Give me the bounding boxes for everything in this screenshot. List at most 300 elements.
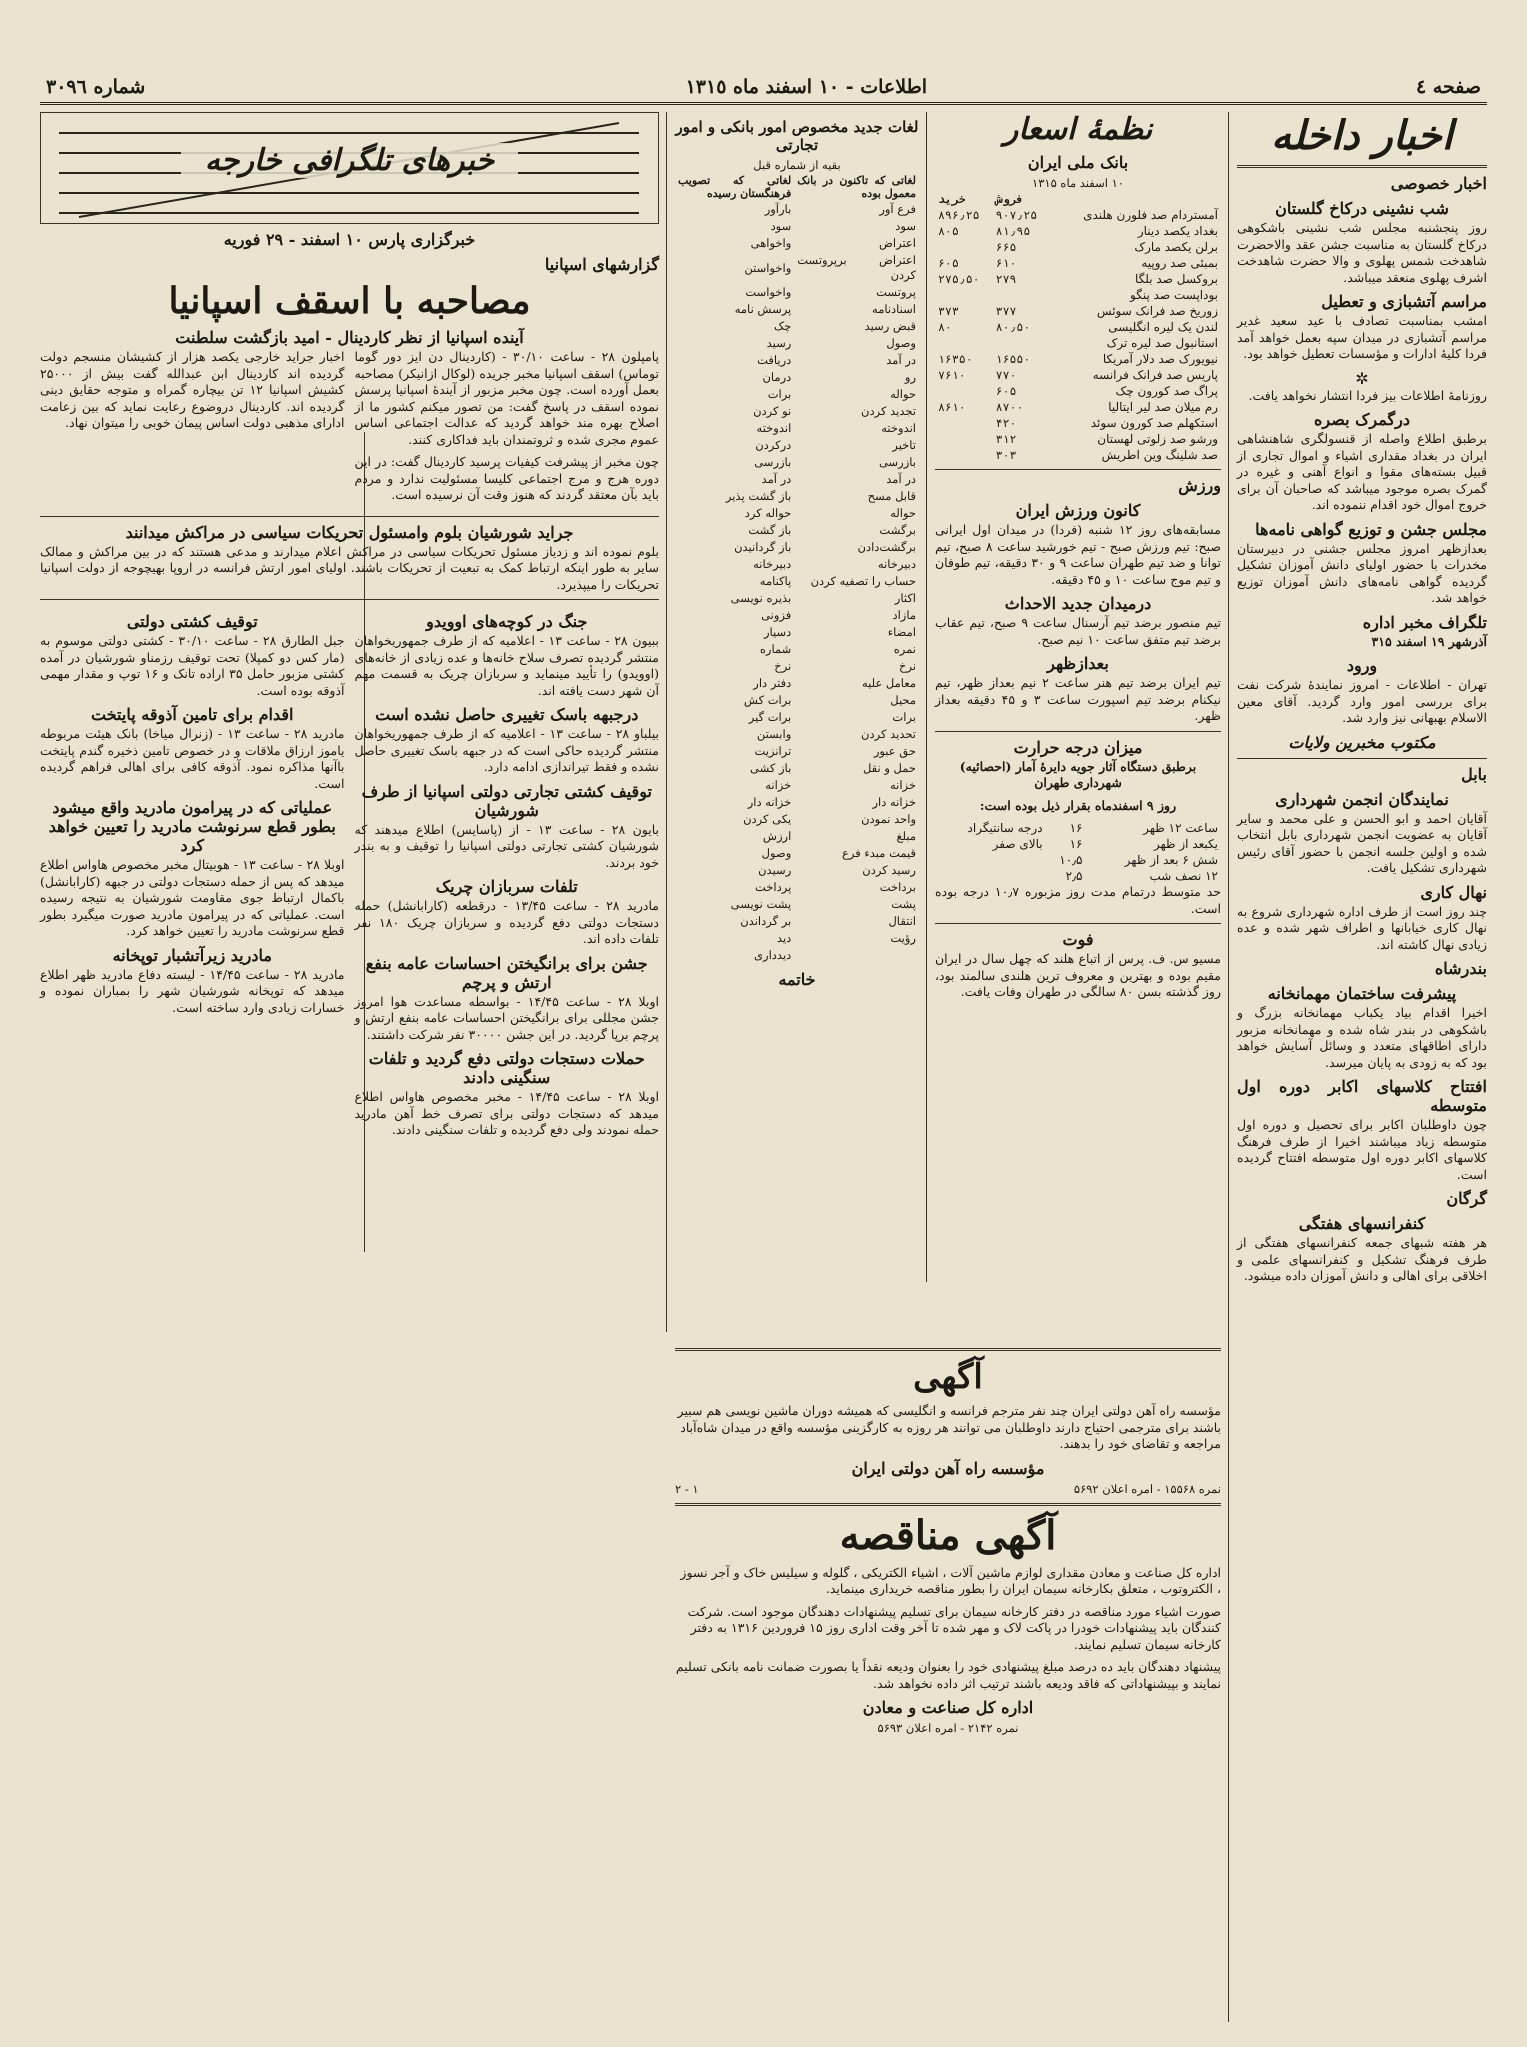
headline: اقدام برای تامین آذوقه پایتخت xyxy=(91,705,294,724)
rate-buy xyxy=(935,431,993,447)
rate-sell: ۳۱۲ xyxy=(995,432,1017,446)
headline: درمیدان جدید الاحداث xyxy=(1004,594,1152,613)
article-body: پامپلون ۲۸ - ساعت ۳۰/۱۰ - (کاردینال دن ایز دور گوما توماس) اسقف اسپانیا مخبر جریده (لوکال ازانیکر) مصاحبه بعمل آورده است. چون مخبر مزبور از آیندهٔ اسپانیا پرسش نموده اسقف در پاسخ گفت: من تصور میکنم کشور ما از اصلاح بهره مند خواهد گردید که عدالت اجتماعی اساس عموم مجری شده و ثروتمندان باید فداکاری کنند. xyxy=(354,349,659,447)
table-row xyxy=(675,675,919,692)
domestic-news-column xyxy=(1237,112,1487,1291)
new-term: درمان xyxy=(762,370,792,384)
table-row xyxy=(935,223,1221,239)
headline: گزارشهای اسپانیا xyxy=(544,255,659,274)
new-term: سود xyxy=(770,219,792,233)
old-term: حق عبور xyxy=(873,744,916,758)
new-term: دریافت xyxy=(757,353,792,367)
table-row xyxy=(675,352,919,369)
headline: اخبار خصوصی xyxy=(1390,174,1487,193)
headline: توقیف کشتی تجارتی دولتی اسپانیا از طرف شورشیان xyxy=(361,781,652,820)
ad-signature: اداره کل صناعت و معادن xyxy=(862,1698,1034,1717)
article-body: مسیو س. ف. پرس از اتباع هلند که چهل سال در ایران مقیم بوده و بهترین و معروف ترین هلندی سالمند بود، روز گذشته بسن ۸۰ سالگی در طهران وفات یافت. xyxy=(935,951,1221,999)
old-term: رسید کردن xyxy=(862,863,916,877)
rate-sell: ۸۱٫۹۵ xyxy=(995,224,1031,238)
issue-number: شماره ٣٠٩٦ xyxy=(46,76,146,98)
table-row xyxy=(935,431,1221,447)
table-row xyxy=(675,862,919,879)
table-row xyxy=(935,271,1221,287)
table-row xyxy=(675,522,919,539)
rate-buy xyxy=(935,287,993,303)
rate-sell: ۶۱۰ xyxy=(995,256,1017,270)
article-body: بلوم نموده اند و زدیاز مسئول تحریکات سیاسی در مراکش اعلام میدارند و مدعی هستند که در بین مراکش و ممالک سایر به طور اینکه ارتباط کمک به تبعیت از تحریکات باشند. اولیای امور ارتش فرانسه در اروپا بهیچوجه از دولت اسپانیا تحریکات را میپذیرد. xyxy=(40,543,659,592)
old-term: قبض رسید xyxy=(864,319,916,333)
new-term: بذیره نویسی xyxy=(730,591,792,605)
headline: گرگان xyxy=(1446,1189,1487,1208)
article-body: اوبلا ۲۸ - ساعت ۱۴/۴۵ - مخبر مخصوص هاواس اطلاع میدهد که دستجات دولتی برای تصرف خط آهن مادرید حمله نمودند ولی دفع گردیده و تلفات سنگینی دادند. xyxy=(354,1089,659,1137)
article-body: اخبار جراید خارجی یکصد هزار از کشیشان منسجم دولت گردیده اند کاردینال ابن عبدالله گفت بیش از ۲۵۰۰۰ کشیش اسپانیا ۱۲ تن بیچاره گمراه و متوجه حقایق دینی گردیده اند. کاردینال دروضوع رعایت نماید که بین زعامت ادارای مذهبی دولت اساس پیمان خوبی را میتوان نهاد. xyxy=(40,349,345,430)
old-term: بازرسی xyxy=(878,455,916,469)
table-row xyxy=(675,437,919,454)
new-term: رسیدن xyxy=(758,863,792,877)
headline: جشن برای برانگیختن احساسات عامه بنفع ارتش و پرچم xyxy=(365,953,648,992)
section-title: اخبار داخله xyxy=(1271,112,1453,159)
old-term: اعتراض برپروتست کردن xyxy=(797,253,916,282)
ad-body: صورت اشیاء مورد مناقصه در دفتر کارخانه سیمان برای تسلیم پیشنهادات دهندگان موجود است. شرکت کنندگان باید پیشنهادات خودرا در پاکت لاک و مهر شده تا آخر وقت اداری روز ۱۵ فروردین ۱۳۱۶ به دفتر کارخانه سیمان تسلیم نمایند. xyxy=(687,1603,1221,1652)
headline: درجبهه باسک تغییری حاصل نشده است xyxy=(375,705,639,724)
old-term: محیل xyxy=(890,693,916,707)
old-term: اکثار xyxy=(894,591,916,605)
column-rule xyxy=(926,112,927,1282)
table-row xyxy=(675,760,919,777)
article-body: اخیرا اقدام بیاد یکباب مهمانخانه بزرگ و باشکوهی در بندر شاه شده و مهمانخانه مزبور دارای اطاقهای متعدد و وسائل آسایش خواهد بود که به زودی به پایان میرسد. xyxy=(1237,1005,1487,1070)
rate-name: زوریخ صد فرانک سوئس xyxy=(1096,304,1218,318)
headline: مراسم آتشبازی و تعطیل xyxy=(1321,292,1487,311)
new-term: بر گرداندن xyxy=(740,914,792,928)
new-term: در آمد xyxy=(761,472,792,486)
rate-buy xyxy=(935,383,993,399)
sell-header: فروش xyxy=(995,192,1024,206)
article-body: روز پنجشنبه مجلس شب نشینی باشکوهی درکاخ گلستان به مناسبت جشن عقد والاحضرت شاهدخت شمس پهلوی و والا حضرت شاهدخت اشرف پهلوی منعقد میباشد. xyxy=(1237,220,1487,285)
old-term: فرع آور xyxy=(879,202,916,216)
temp-cell: شش ۶ بعد از ظهر xyxy=(1124,853,1218,867)
rate-sell xyxy=(993,335,1051,351)
rate-sell: ۶۰۵ xyxy=(995,384,1017,398)
column-header: لغاتی که تاکنون در بانک معمول بوده xyxy=(797,174,916,200)
rates-title: نظمهٔ اسعار xyxy=(1003,112,1153,147)
table-row xyxy=(675,709,919,726)
rate-buy xyxy=(935,239,993,255)
old-term: پروتست xyxy=(876,285,916,299)
headline: درگمرک بصره xyxy=(1314,410,1410,429)
rate-name: صد شلینگ وین اطریش xyxy=(1101,448,1218,462)
article-body: تهران - اطلاعات - امروز نمایندهٔ شرکت نفت برای بررسی امور وارد گردید. آقای معین الاسلام بهبهانی نیز وارد شد. xyxy=(1237,677,1487,725)
headline: مکتوب مخبرین ولایات xyxy=(1288,732,1436,752)
rate-name: پراگ صد کورون چک xyxy=(1115,384,1218,398)
rate-sell: ۱۶۵۵۰ xyxy=(995,352,1031,366)
temp-cell: ۱۶ xyxy=(1069,837,1083,851)
new-term: حواله کرد xyxy=(744,506,792,520)
new-term: دبیرخانه xyxy=(753,557,792,571)
new-term: وصول xyxy=(761,846,792,860)
new-term: باز گردانیدن xyxy=(734,540,792,554)
new-term: برات کش xyxy=(743,693,792,707)
headline: لغات جدید مخصوص امور بانکی و امور تجارتی xyxy=(675,118,919,154)
rate-buy xyxy=(935,447,993,463)
table-row xyxy=(935,239,1221,255)
new-term: بارآور xyxy=(764,202,792,216)
temp-cell: یکبعد از ظهر xyxy=(1153,837,1218,851)
article-body: اوبلا ۲۸ - ساعت ۱۳ - هوبیتال مخبر مخصوص هاواس اطلاع میدهد که پس از حمله دستجات دولتی در جبهه (کارابانشل) باکمال ارتباط جوی مقاومت شورشیان به نتیجه رسیده است. عملیاتی که در پیرامون مادرید صورت میگیرد بطور قطع سرنوشت مادرید را تعیین خواهد کرد. xyxy=(40,857,345,938)
article-body: مادرید ۲۸ - ساعت ۱۳/۴۵ - درقطعه (کارابانشل) حمله دستجات دولتی دفع گردیده و سربازان چریک ۱۸۰ نفر تلفات داده اند. xyxy=(354,898,659,946)
newspaper-page xyxy=(40,72,1487,2032)
table-row xyxy=(675,624,919,641)
rate-sell: ۸۰٫۵۰ xyxy=(995,320,1031,334)
new-term: باز کشی xyxy=(750,761,792,775)
rate-buy: ۷۶۱۰ xyxy=(938,368,966,382)
old-term: تاخیر xyxy=(892,438,916,452)
table-row xyxy=(675,794,919,811)
rate-name: نیویورک صد دلار آمریکا xyxy=(1102,352,1218,366)
table-row xyxy=(675,879,919,896)
headline: نمایندگان انجمن شهرداری xyxy=(1275,789,1449,809)
table-header xyxy=(935,191,1221,207)
new-term: ترانزیت xyxy=(754,744,792,758)
new-term: وابستن xyxy=(756,727,792,741)
rate-buy: ۸۶۱۰ xyxy=(938,400,966,414)
new-term: درکردن xyxy=(755,438,792,452)
ad-number: ۱ - ۲ xyxy=(675,1481,699,1496)
old-term: در آمد xyxy=(886,353,916,367)
table-row xyxy=(675,471,919,488)
column-rule xyxy=(1228,112,1229,2022)
table-row xyxy=(935,303,1221,319)
old-term: خزانه xyxy=(889,778,916,792)
table-row xyxy=(935,335,1221,351)
masthead-title: اطلاعات - ١٠ اسفند ماه ١٣١٥ xyxy=(685,76,927,98)
article-body: آقایان احمد و ابو الحسن و علی محمد و سایر آقایان به عضویت انجمن شهرداری بابل انتخاب شده و اولین جلسه انجمن با حضور آقای رئیس شهرداری تشکیل یافت. xyxy=(1237,810,1487,875)
rate-buy: ۱۶۳۵۰ xyxy=(938,352,973,366)
rate-sell: ۸۷۰۰ xyxy=(995,400,1024,414)
headline: جراید شورشیان بلوم وامسئول تحریکات سیاسی در مراکش میدانند xyxy=(125,522,574,542)
new-term: اندوخته xyxy=(756,421,792,435)
table-row xyxy=(675,777,919,794)
table-row xyxy=(675,218,919,235)
article-body: اوبلا ۲۸ - ساعت ۱۴/۴۵ - بواسطه مساعدت هوا امروز جشن مجللی برای برانگیختن احساسات عامه بنفع ارتش و پرچم برپا گردید. در این جشن ۳۰۰۰۰ نفر شرکت داشتند. xyxy=(354,993,659,1042)
new-term: شماره xyxy=(759,642,792,656)
rate-buy: ۸۰ xyxy=(938,320,952,334)
headline: بابل xyxy=(1461,764,1487,784)
new-term: یکی کردن xyxy=(743,812,792,826)
article-body: جبل الطارق ۲۸ - ساعت ۳۰/۱۰ - کشتی دولتی موسوم به (مار کس دو کمپلا) تحت توقیف رزمناو شورشیان در آمده کشتی مزبور حامل ۳۵ اراده تانک و ۱۶ توپ و مقدار مهمی آذوقه بوده است. xyxy=(40,633,345,698)
article-body: مادرید ۲۸ - ساعت ۱۳ - (زنرال میاخا) بانک هیئت مربوطه یاموز ارزاق ملاقات و در خصوص تامین ذخیره گندم پایتخت باآنها مذاکره نمود. آذوقه کافی برای اهالی فراهم گردیده است. xyxy=(40,726,345,791)
article-body: مادرید ۲۸ - ساعت ۱۴/۴۵ - لیسته دفاع مادرید ظهر اطلاع میدهد که توپخانه شورشیان شهر را بمباران نموده و خسارات زیادی وارد ساخته است. xyxy=(40,966,345,1015)
headline: فوت xyxy=(1062,930,1094,949)
ad-reference: نمره ۲۱۴۲ - امره اعلان ۵۶۹۳ xyxy=(877,1721,1019,1735)
new-term: واخواستن xyxy=(744,260,792,275)
table-row xyxy=(935,447,1221,463)
ad-signature: مؤسسه راه آهن دولتی ایران xyxy=(851,1458,1045,1478)
headline: شب نشینی درکاخ گلستان xyxy=(1275,199,1449,218)
new-term: پاکنامه xyxy=(759,574,792,588)
table-row xyxy=(675,301,919,318)
new-term: پرداخت xyxy=(755,880,792,894)
agency-line: خبرگزاری پارس ۱۰ اسفند - ۲۹ فوریه xyxy=(223,230,476,249)
table-row xyxy=(675,913,919,930)
exchange-rates-table xyxy=(935,191,1221,463)
table-row xyxy=(935,836,1221,852)
dateline: آذرشهر ۱۹ اسفند ۳۱۵ xyxy=(1371,633,1487,649)
table-row xyxy=(675,386,919,403)
article-body: امشب بمناسبت تصادف با عید سعید غدیر مراسم آتشبازی در میدان سپه بعمل خواهد آمد فردا کلیهٔ ادارات و مؤسسات تعطیل خواهد بود. xyxy=(1237,313,1487,361)
headline: حملات دستجات دولتی دفع گردید و تلفات سنگینی دادند xyxy=(368,1049,645,1087)
old-term: قابل مسح xyxy=(867,489,916,503)
article-body: چون مخبر از پیشرفت کیفیات پرسید کاردینال گفت: در این دوره هرج و مرج اجتماعی کلیسا مسئولیت ندارد و مردم باید بآن معتقد گردند که هنوز وقت آن نرسیده است. xyxy=(354,454,659,502)
new-term: خزانه xyxy=(765,778,792,792)
old-term: تحدید کردن xyxy=(861,727,916,741)
article-body: روز ۹ اسفندماه بقرار ذیل بوده است: xyxy=(979,797,1177,813)
rate-buy: ۶۰۵ xyxy=(938,256,959,270)
table-row xyxy=(675,573,919,590)
sub-headline: آینده اسپانیا از نظر کاردینال - امید بازگشت سلطنت xyxy=(175,328,524,347)
rate-sell: ۷۷۰ xyxy=(995,368,1017,382)
table-row xyxy=(675,318,919,335)
column-rule xyxy=(666,112,667,1332)
table-row xyxy=(935,367,1221,383)
table-row xyxy=(675,201,919,218)
headline: کانون ورزش ایران xyxy=(1015,501,1141,520)
headline: ورزش xyxy=(1178,476,1221,495)
ad-body: پیشنهاد دهندگان باید ده درصد مبلغ پیشنهادی خود را بعنوان ودیعه نقداً یا بصورت ضمانت نامه بانکی تسلیم نمایند و بپیشنهاداتی که فاقد ودیعه باشند ترتیب اثر داده نخواهد شد. xyxy=(675,1659,1221,1691)
old-term: خزانه دار xyxy=(872,795,916,809)
old-term xyxy=(794,947,919,964)
rate-name: استانبول صد لیره ترک xyxy=(1106,336,1218,350)
table-row xyxy=(675,811,919,828)
new-term: دسیار xyxy=(763,625,792,639)
article-body: بعدازظهر امروز مجلس جشنی در دبیرستان مخدرات با حضور اولیای دانش آموزان تشکیل گردیده گواهی نامه‌های دانش آموزان توزیع خواهد شد. xyxy=(1237,540,1487,605)
rate-name: بمبئی صد روپیه xyxy=(1141,256,1218,270)
table-row xyxy=(675,828,919,845)
rate-name: بغداد یکصد دینار xyxy=(1137,224,1218,238)
table-row xyxy=(675,252,919,284)
table-row xyxy=(675,454,919,471)
headline: افتتاح کلاسهای اکابر دوره اول متوسطه xyxy=(1237,1077,1487,1115)
rate-name: برلن یکصد مارک xyxy=(1134,240,1218,254)
headline: عملیاتی که در پیرامون مادرید واقع میشود بطور قطع سرنوشت مادرید را تعیین خواهد کرد xyxy=(48,798,336,855)
end-note: خاتمه xyxy=(778,970,816,989)
old-term: حساب را تصفیه کردن xyxy=(810,574,916,588)
vocabulary-table xyxy=(675,173,919,964)
headline: میزان درجه حرارت xyxy=(1013,737,1143,757)
table-row xyxy=(675,726,919,743)
old-term: برگشت‌دادن xyxy=(857,540,916,554)
temp-cell: ۱۰٫۵ xyxy=(1059,853,1083,867)
rate-buy: ۲۷۵٫۵۰ xyxy=(938,272,980,286)
table-row xyxy=(675,930,919,947)
rates-column xyxy=(935,112,1221,1007)
rate-name: بوداپست صد پنگو xyxy=(1130,288,1218,302)
rate-sell: ۹۰۷٫۲۵ xyxy=(995,208,1038,222)
old-term: مبلغ xyxy=(896,829,916,843)
article-body: ببیون ۲۸ - ساعت ۱۳ - اعلامیه که از طرف جمهوریخواهان منتشر گردیده تصرف سلاح خانه‌ها و عده زیادی از خانه‌های (اوویدو) را تأیید مینماید و سربازان چریک به قسمت مهم آن شهر دست یافته اند. xyxy=(354,633,659,698)
table-row xyxy=(675,743,919,760)
new-term: ارزش xyxy=(762,829,792,843)
table-row xyxy=(675,488,919,505)
old-term: دبیرخانه xyxy=(877,557,916,571)
old-term: معامل علیه xyxy=(861,676,916,690)
headline: تلگراف مخبر اداره xyxy=(1362,612,1487,632)
table-row xyxy=(935,207,1221,223)
rate-sell: ۲۷۹ xyxy=(995,272,1017,286)
ad-title: آگهی مناقصه xyxy=(839,1511,1057,1559)
ad-body: اداره کل صناعت و معادن مقداری لوازم ماشین آلات ، اشیاء الکتریکی ، گلوله و سیلیس خاک و آجر نسوز ، الکتروتوب ، متعلق بکارخانه سیمان ایران را بطور مناقصه خریداری مینماید. xyxy=(680,1564,1221,1596)
table-row xyxy=(675,403,919,420)
new-term: پشت نویسی xyxy=(730,897,792,911)
ad-title: آگهی xyxy=(913,1357,983,1397)
rate-buy: ۳۷۳ xyxy=(938,304,959,318)
rate-sell: ۳۰۳ xyxy=(995,448,1017,462)
rate-name: لندن یک لیره انگلیسی xyxy=(1108,320,1218,334)
old-term: اسنادنامه xyxy=(872,302,916,316)
temp-cell: بالای صفر xyxy=(992,837,1043,851)
new-term: واخواست xyxy=(745,285,792,299)
table-row xyxy=(675,284,919,301)
old-term: تجدید کردن xyxy=(861,404,916,418)
table-row xyxy=(935,351,1221,367)
headline: بعدازظهر xyxy=(1047,654,1109,673)
table-row xyxy=(675,505,919,522)
rate-name: ورشو صد زلوتی لهستان xyxy=(1097,432,1218,446)
table-row xyxy=(935,319,1221,335)
article-body: چون داوطلبان اکابر برای تحصیل و دوره اول متوسطه زیاد میباشند اخیرا از طرف فرهنگ کلاسهای اکابر دوره اول متوسطه افتتاح گردیده است. xyxy=(1237,1117,1487,1182)
old-term: در آمد xyxy=(886,472,916,486)
table-row xyxy=(675,947,919,964)
old-term: برداخت xyxy=(879,880,916,894)
headline: جنگ در کوچه‌های اوویدو xyxy=(426,612,588,631)
banner-title: خبرهای تلگرافی خارجه xyxy=(181,143,518,178)
rate-buy xyxy=(935,335,993,351)
table-row xyxy=(675,539,919,556)
new-term: دیدداری xyxy=(754,948,792,962)
table-row xyxy=(935,868,1221,884)
old-term: واحد نمودن xyxy=(861,812,916,826)
old-term: رؤیت xyxy=(890,931,916,945)
new-term: نرخ xyxy=(774,659,792,673)
headline: بندرشاه xyxy=(1434,959,1487,978)
headline: ورود xyxy=(1346,656,1378,675)
new-term: رسید xyxy=(766,336,792,350)
headline: توقیف کشتی دولتی xyxy=(126,612,258,631)
old-term: رو xyxy=(904,370,916,384)
buy-header: خرید xyxy=(938,192,966,206)
ad-reference: نمره ۱۵۵۶۸ - امره اعلان ۵۶۹۲ xyxy=(1073,1481,1221,1496)
rate-sell: ۶۶۵ xyxy=(995,240,1017,254)
old-term: قیمت مبدء فرع xyxy=(842,846,916,860)
rates-date: ۱۰ اسفند ماه ۱۳۱۵ xyxy=(1032,176,1124,190)
old-term: انتقال xyxy=(888,914,916,928)
rate-buy xyxy=(935,415,993,431)
rate-name: بروکسل صد بلگا xyxy=(1135,272,1218,286)
table-row xyxy=(675,692,919,709)
temp-cell: ۱۲ نصف شب xyxy=(1149,869,1218,883)
temp-cell: ۱۶ xyxy=(1069,821,1083,835)
old-term: اندوخته xyxy=(881,421,916,435)
temperature-table xyxy=(935,820,1221,884)
table-row xyxy=(935,820,1221,836)
new-term: واخواهی xyxy=(750,236,792,250)
table-row xyxy=(935,852,1221,868)
star-ornament-icon: ✲ xyxy=(1355,368,1369,388)
article-body: هر هفته شبهای جمعه کنفرانسهای هفتگی از طرف فرهنگ تشکیل و کنفرانسهای علمی و اخلاقی برای اهالی و دانش آموزان داده میشود. xyxy=(1237,1235,1487,1283)
new-term: بازرسی xyxy=(754,455,792,469)
new-term: باز گشت xyxy=(748,523,792,537)
new-term: دید xyxy=(776,931,792,945)
new-term: باز گشت پذیر xyxy=(725,489,792,503)
old-term: امضاء xyxy=(887,625,916,639)
foreign-news-banner xyxy=(40,112,659,224)
rate-sell: ۴۲۰ xyxy=(995,416,1017,430)
old-term: برگشت xyxy=(879,523,916,537)
headline: مجلس جشن و توزیع گواهی نامه‌ها xyxy=(1255,519,1487,539)
page-number: صفحه ٤ xyxy=(1415,76,1481,98)
new-term: نو کردن xyxy=(753,404,792,418)
new-term: برات xyxy=(767,387,792,401)
temp-cell xyxy=(935,868,1046,884)
vocabulary-column xyxy=(675,112,919,993)
new-term: دفتر دار xyxy=(753,676,792,690)
table-row xyxy=(675,420,919,437)
table-row xyxy=(675,845,919,862)
table-row xyxy=(675,556,919,573)
old-term: مازاد xyxy=(892,608,916,622)
rate-sell: ۳۷۷ xyxy=(995,304,1017,318)
foreign-news-column xyxy=(40,112,659,1145)
table-row xyxy=(935,255,1221,271)
headline: پیشرفت ساختمان مهمانخانه xyxy=(1267,984,1457,1003)
column-header: لغاتی که تصویب فرهنگستان رسیده xyxy=(678,174,792,200)
table-row xyxy=(675,369,919,386)
old-term: پشت xyxy=(891,897,916,911)
article-body: چند روز است از طرف اداره شهرداری شروع به نهال کاری خیابانها و اطراف شهر شده و عده زیادی نهال کاشته اند. xyxy=(1237,903,1487,952)
table-row xyxy=(935,287,1221,303)
article-body: تیم منصور برضد تیم آرسنال ساعت ۹ صبح، تیم عقاب برضد تیم متفق ساعت ۱۰ نیم صبح. xyxy=(935,615,1221,647)
temp-cell: ساعت ۱۲ ظهر xyxy=(1143,821,1218,835)
ad-body: مؤسسه راه آهن دولتی ایران چند نفر مترجم فرانسه و انگلیسی که همیشه دوران ماشین نویسی هم سبیر باشند برای مترجمی احتیاج دارند داوطلبان می توانند هر روزه به کارگزینی مؤسسه واقع در میدان شاه‌آباد مراجعه و تقاضای خود را بدهند. xyxy=(677,1403,1221,1451)
advertisements xyxy=(675,1342,1221,1736)
rate-name: رم میلان صد لیر ایتالیا xyxy=(1108,400,1218,414)
old-term: وصول xyxy=(886,336,916,350)
temp-cell: ۲٫۵ xyxy=(1065,869,1083,883)
table-row xyxy=(935,415,1221,431)
table-row xyxy=(675,335,919,352)
article-body: تیم ایران برضد تیم هنر ساعت ۲ نیم بعداز ظهر، تیم نیکنام برضد تیم اسپورت ساعت ۳ و ۴۵ دقیقه بعداز ظهر. xyxy=(935,675,1221,723)
headline: کنفرانسهای هفتگی xyxy=(1298,1214,1426,1233)
article-body: روزنامهٔ اطلاعات بیز فردا انتشار نخواهد یافت. xyxy=(1248,387,1487,403)
old-term: سود xyxy=(895,219,916,233)
new-term: برات گیر xyxy=(748,710,792,724)
new-term: خزانه دار xyxy=(747,795,792,809)
article-body: بایون ۲۸ - ساعت ۱۳ - از (پاسایس) اطلاع میدهند که شورشیان کشتی تجارتی دولتی اسپانیا را توقیف و به بندر خود بردند. xyxy=(354,821,659,870)
headline: تلفات سربازان چریک xyxy=(435,877,578,896)
old-term: حمل و نقل xyxy=(862,761,916,775)
new-term: چک xyxy=(773,319,792,333)
old-term: نرخ xyxy=(899,659,916,673)
article-body: برطبق دستگاه آثار جویه دایرهٔ آمار (احصائیه) شهرداری طهران xyxy=(959,758,1197,790)
article-body: مسابقه‌های روز ۱۲ شنبه (فردا) در میدان اول ایرانی صبح: تیم ورزش صبح - تیم خورشید ساعت ۸ صبح، تیم توانا و ضد تیم طهران ساعت ۹ و ۳۰ دقیقه، تیم طوفان و تیم موج ساعت ۱۰ و ۴۵ دقیقه. xyxy=(935,522,1222,587)
old-term: اعتراض xyxy=(879,236,916,250)
old-term: حواله xyxy=(890,387,916,401)
table-row xyxy=(675,607,919,624)
main-headline: مصاحبه با اسقف اسپانیا xyxy=(168,280,531,322)
table-row xyxy=(675,235,919,252)
old-term: نمره xyxy=(893,642,916,656)
article-body: حد متوسط درتمام مدت روز مزبوره ۱۰٫۷ درجه بوده است. xyxy=(935,884,1222,916)
article-body: بیلباو ۲۸ - ساعت ۱۳ - اعلامیه که از طرف جمهوریخواهان منتشر گردیده حاکی است که در جبهه باسک تغییری حاصل نشده و فقط تیراندازی ادامه دارد. xyxy=(354,726,659,774)
